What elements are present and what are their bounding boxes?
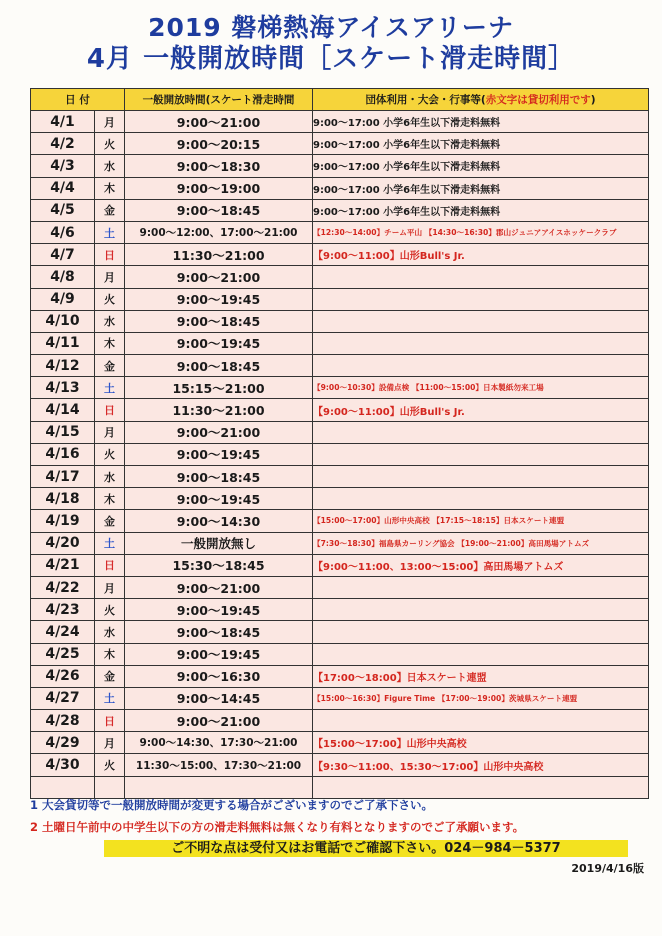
row-day: 金 [95, 355, 125, 377]
schedule-table [30, 88, 649, 799]
row-day: 土 [95, 377, 125, 399]
row-event: 9:00～17:00 小学6年生以下滑走料無料 [313, 177, 649, 199]
page-title: 2019 磐梯熱海アイスアリーナ [148, 13, 514, 42]
row-day: 土 [95, 221, 125, 243]
row-event: 【9:00～11:00】山形Bull's Jr. [313, 244, 649, 266]
table-row [31, 443, 649, 465]
row-date: 4/23 [31, 599, 95, 621]
table-row [31, 133, 649, 155]
row-event: 【9:00～11:00、13:00～15:00】高田馬場アトムズ [313, 554, 649, 576]
row-day: 月 [95, 421, 125, 443]
row-time: 9:00～21:00 [125, 266, 313, 288]
row-event [313, 710, 649, 732]
table-row [31, 599, 649, 621]
page-subtitle: 4月 一般開放時間［スケート滑走時間］ [86, 44, 576, 74]
header-event-end: ) [590, 94, 596, 106]
header-event-red-note: 赤文字は貸切利用です [485, 94, 591, 106]
table-row [31, 310, 649, 332]
row-time: 9:00～18:45 [125, 310, 313, 332]
row-event: 【17:00～18:00】日本スケート連盟 [313, 665, 649, 687]
row-date: 4/16 [31, 443, 95, 465]
row-date: 4/30 [31, 754, 95, 776]
table-row [31, 532, 649, 554]
row-time: 9:00～14:45 [125, 687, 313, 709]
row-day: 日 [95, 710, 125, 732]
table-header-row [31, 89, 649, 111]
contact-banner: ご不明な点は受付又はお電話でご確認下さい。024－984－5377 [104, 840, 628, 857]
row-date: 4/27 [31, 687, 95, 709]
row-time: 9:00～21:00 [125, 421, 313, 443]
row-date: 4/29 [31, 732, 95, 754]
table-row [31, 355, 649, 377]
row-day: 火 [95, 443, 125, 465]
row-date: 4/6 [31, 221, 95, 243]
row-event: 【12:30～14:00】チーム平山 【14:30～16:30】郡山ジュニアアイスホッケークラブ [313, 221, 649, 243]
row-date: 4/19 [31, 510, 95, 532]
row-time: 9:00～19:45 [125, 599, 313, 621]
row-time: 9:00～18:30 [125, 155, 313, 177]
row-event [313, 466, 649, 488]
table-row [31, 554, 649, 576]
row-event [313, 443, 649, 465]
header-date: 日 付 [31, 89, 125, 111]
row-day: 金 [95, 510, 125, 532]
row-date: 4/14 [31, 399, 95, 421]
table-row [31, 421, 649, 443]
row-time: 9:00～14:30 [125, 510, 313, 532]
row-date: 4/20 [31, 532, 95, 554]
row-date: 4/24 [31, 621, 95, 643]
row-time: 9:00～19:45 [125, 643, 313, 665]
row-date: 4/21 [31, 554, 95, 576]
row-date: 4/28 [31, 710, 95, 732]
row-day: 火 [95, 133, 125, 155]
row-day: 水 [95, 155, 125, 177]
row-event: 【15:00～17:00】山形中央高校 [313, 732, 649, 754]
table-row [31, 288, 649, 310]
row-day: 木 [95, 643, 125, 665]
table-row [31, 332, 649, 354]
row-event: 【9:00～11:00】山形Bull's Jr. [313, 399, 649, 421]
row-event: 【15:00～17:00】山形中央高校 【17:15～18:15】日本スケート連盟 [313, 510, 649, 532]
row-day: 水 [95, 310, 125, 332]
row-date: 4/13 [31, 377, 95, 399]
row-time: 9:00～18:45 [125, 199, 313, 221]
table-row [31, 399, 649, 421]
table-row [31, 177, 649, 199]
note-2: 2 土曜日午前中の中学生以下の方の滑走料無料は無くなり有料となりますのでご了承願います。 [30, 820, 525, 834]
table-row [31, 199, 649, 221]
table-row [31, 621, 649, 643]
row-time: 9:00～14:30、17:30～21:00 [125, 732, 313, 754]
row-date: 4/1 [31, 111, 95, 133]
row-date: 4/22 [31, 576, 95, 598]
table-row [31, 111, 649, 133]
row-event: 9:00～17:00 小学6年生以下滑走料無料 [313, 155, 649, 177]
row-time: 11:30～15:00、17:30～21:00 [125, 754, 313, 776]
row-day: 金 [95, 199, 125, 221]
note-1: 1 大会貸切等で一般開放時間が変更する場合がございますのでご了承下さい。 [30, 798, 434, 812]
table-row [31, 665, 649, 687]
row-event [313, 576, 649, 598]
row-date [31, 776, 95, 798]
table-row [31, 244, 649, 266]
row-event: 【9:30～11:00、15:30～17:00】山形中央高校 [313, 754, 649, 776]
row-event [313, 421, 649, 443]
row-day: 火 [95, 599, 125, 621]
row-date: 4/9 [31, 288, 95, 310]
row-day: 日 [95, 554, 125, 576]
row-date: 4/17 [31, 466, 95, 488]
row-time: 9:00～21:00 [125, 576, 313, 598]
table-row [31, 221, 649, 243]
header-event [313, 89, 649, 111]
table-row [31, 687, 649, 709]
row-time: 9:00～19:45 [125, 332, 313, 354]
table-row [31, 776, 649, 798]
table-row [31, 732, 649, 754]
row-event [313, 621, 649, 643]
table-row [31, 266, 649, 288]
row-date: 4/18 [31, 488, 95, 510]
row-date: 4/5 [31, 199, 95, 221]
table-row [31, 754, 649, 776]
row-time [125, 776, 313, 798]
row-time: 9:00～18:45 [125, 355, 313, 377]
table-row [31, 466, 649, 488]
row-day: 木 [95, 332, 125, 354]
row-event [313, 643, 649, 665]
row-event [313, 266, 649, 288]
row-date: 4/8 [31, 266, 95, 288]
row-day: 月 [95, 576, 125, 598]
row-event: 9:00～17:00 小学6年生以下滑走料無料 [313, 199, 649, 221]
header-time: 一般開放時間(スケート滑走時間 [125, 89, 313, 111]
row-time: 9:00～20:15 [125, 133, 313, 155]
row-day: 月 [95, 732, 125, 754]
row-date: 4/4 [31, 177, 95, 199]
row-date: 4/2 [31, 133, 95, 155]
row-event [313, 599, 649, 621]
row-day: 水 [95, 466, 125, 488]
row-event: 【15:00～16:30】Figure Time 【17:00～19:00】茨城県スケート連盟 [313, 687, 649, 709]
row-event: 9:00～17:00 小学6年生以下滑走料無料 [313, 111, 649, 133]
row-day: 木 [95, 177, 125, 199]
row-time: 15:15～21:00 [125, 377, 313, 399]
row-time: 9:00～21:00 [125, 710, 313, 732]
row-date: 4/25 [31, 643, 95, 665]
row-time: 9:00～12:00、17:00～21:00 [125, 221, 313, 243]
row-day: 火 [95, 288, 125, 310]
version-label: 2019/4/16版 [571, 862, 644, 875]
table-row [31, 488, 649, 510]
row-day [95, 776, 125, 798]
row-time: 9:00～19:00 [125, 177, 313, 199]
row-event: 【7:30～18:30】福島県カーリング協会 【19:00～21:00】高田馬場アトムズ [313, 532, 649, 554]
row-day: 月 [95, 266, 125, 288]
row-time: 11:30～21:00 [125, 399, 313, 421]
row-day: 土 [95, 687, 125, 709]
row-time: 9:00～18:45 [125, 466, 313, 488]
row-time: 9:00～19:45 [125, 443, 313, 465]
row-event: 9:00～17:00 小学6年生以下滑走料無料 [313, 133, 649, 155]
row-time: 15:30～18:45 [125, 554, 313, 576]
row-event [313, 332, 649, 354]
row-day: 日 [95, 244, 125, 266]
table-row [31, 155, 649, 177]
row-date: 4/12 [31, 355, 95, 377]
row-day: 火 [95, 754, 125, 776]
row-time: 9:00～21:00 [125, 111, 313, 133]
table-row [31, 510, 649, 532]
header-event-label: 団体利用・大会・行事等( [365, 94, 486, 106]
row-event [313, 355, 649, 377]
table-row [31, 643, 649, 665]
table-row [31, 576, 649, 598]
row-date: 4/10 [31, 310, 95, 332]
row-event [313, 488, 649, 510]
table-row [31, 377, 649, 399]
row-date: 4/15 [31, 421, 95, 443]
row-time: 9:00～19:45 [125, 288, 313, 310]
row-time: 一般開放無し [125, 532, 313, 554]
row-event [313, 776, 649, 798]
row-date: 4/3 [31, 155, 95, 177]
row-event [313, 288, 649, 310]
row-day: 月 [95, 111, 125, 133]
row-day: 金 [95, 665, 125, 687]
row-event [313, 310, 649, 332]
row-event: 【9:00～10:30】設備点検 【11:00～15:00】日本製紙勿来工場 [313, 377, 649, 399]
row-date: 4/11 [31, 332, 95, 354]
row-time: 9:00～19:45 [125, 488, 313, 510]
row-day: 土 [95, 532, 125, 554]
row-date: 4/7 [31, 244, 95, 266]
row-time: 9:00～16:30 [125, 665, 313, 687]
row-time: 9:00～18:45 [125, 621, 313, 643]
row-time: 11:30～21:00 [125, 244, 313, 266]
row-day: 水 [95, 621, 125, 643]
row-date: 4/26 [31, 665, 95, 687]
table-row [31, 710, 649, 732]
row-day: 木 [95, 488, 125, 510]
row-day: 日 [95, 399, 125, 421]
